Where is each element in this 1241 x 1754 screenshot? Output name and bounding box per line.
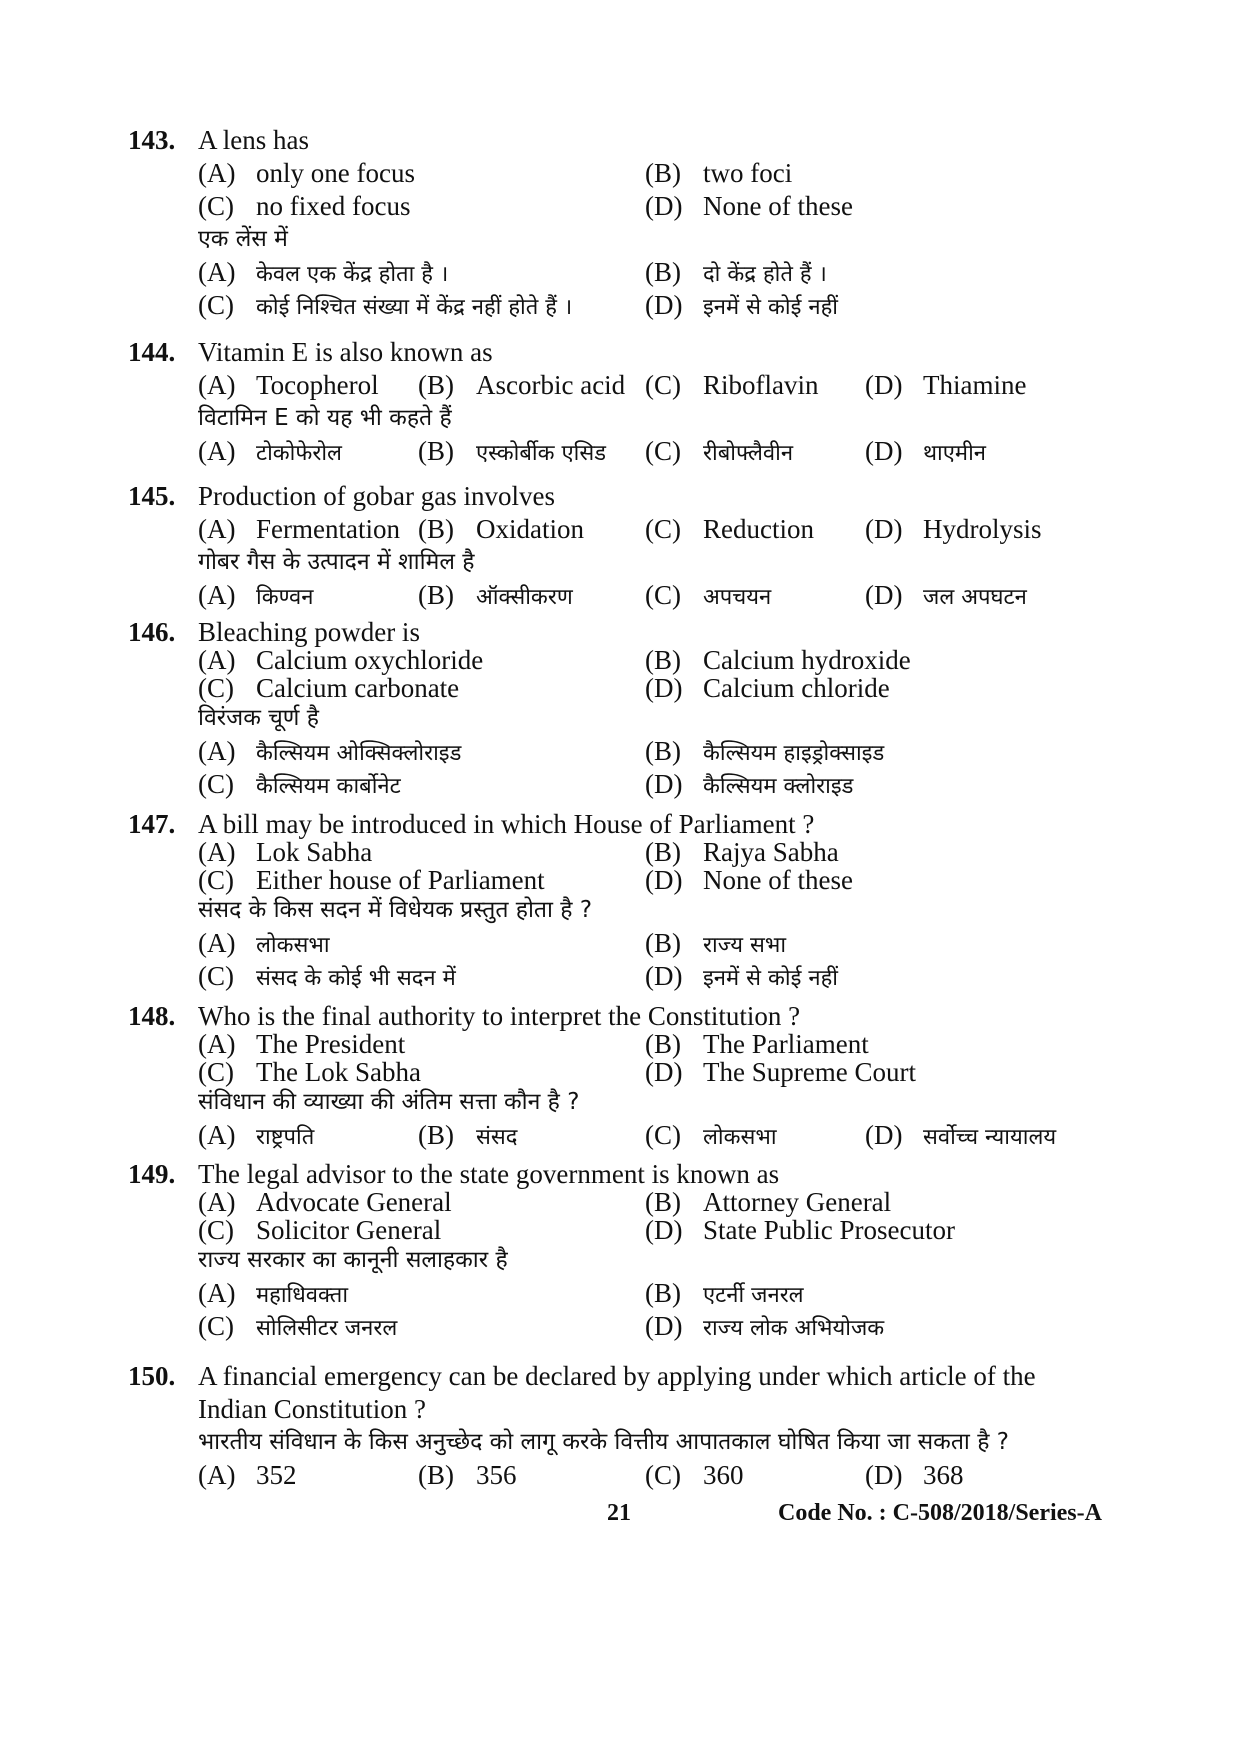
option-b-hindi: (B) राज्य सभा: [645, 928, 787, 958]
option-a-hindi: (A) राष्ट्रपति: [198, 1120, 315, 1150]
page-footer: [0, 1500, 1241, 1536]
page-number: 21: [607, 1500, 631, 1526]
option-a: (A) Calcium oxychloride: [198, 645, 484, 675]
option-b: (B) 356: [418, 1460, 517, 1490]
question-149: [0, 1160, 1241, 1343]
question-text-hindi: गोबर गैस के उत्पादन में शामिल है: [198, 549, 475, 575]
option-a-hindi: (A) टोकोफेरोल: [198, 436, 342, 466]
question-148: [0, 1002, 1241, 1152]
option-d-hindi: (D) इनमें से कोई नहीं: [645, 961, 839, 991]
option-d: (D) None of these: [645, 191, 853, 221]
question-150: [0, 1360, 1241, 1492]
option-d-hindi: (D) राज्य लोक अभियोजक: [645, 1311, 885, 1341]
option-c-hindi: (C) कोई निश्चित संख्या में केंद्र नहीं होते हैं ।: [198, 290, 573, 320]
option-b: (B) Oxidation: [418, 514, 584, 544]
option-a-hindi: (A) केवल एक केंद्र होता है ।: [198, 257, 449, 287]
option-b-hindi: (B) दो केंद्र होते हैं ।: [645, 257, 827, 287]
question-146: [0, 618, 1241, 801]
option-b: (B) The Parliament: [645, 1029, 869, 1059]
option-a-hindi: (A) किण्वन: [198, 580, 314, 610]
question-text: A lens has: [198, 125, 309, 155]
option-c: (C) The Lok Sabha: [198, 1057, 421, 1087]
option-c: (C) Riboflavin: [645, 370, 819, 400]
question-147: [0, 810, 1241, 993]
option-c: (C) 360: [645, 1460, 744, 1490]
option-c: (C) Either house of Parliament: [198, 865, 545, 895]
option-c-hindi: (C) अपचयन: [645, 580, 772, 610]
option-b: (B) Rajya Sabha: [645, 837, 839, 867]
option-b-hindi: (B) संसद: [418, 1120, 518, 1150]
option-b-hindi: (B) एटर्नी जनरल: [645, 1278, 804, 1308]
option-d: (D) Hydrolysis: [865, 514, 1042, 544]
option-c-hindi: (C) संसद के कोई भी सदन में: [198, 961, 456, 991]
option-a: (A) 352: [198, 1460, 297, 1490]
question-145: [0, 480, 1241, 612]
question-144: [0, 336, 1241, 468]
option-c-hindi: (C) लोकसभा: [645, 1120, 777, 1150]
question-text: The legal advisor to the state government is known as: [198, 1159, 780, 1189]
option-d: (D) State Public Prosecutor: [645, 1215, 955, 1245]
option-d-hindi: (D) थाएमीन: [865, 436, 986, 466]
question-text: Production of gobar gas involves: [198, 481, 555, 511]
question-143: [0, 124, 1241, 322]
question-text-hindi: संविधान की व्याख्या की अंतिम सत्ता कौन है ?: [198, 1089, 580, 1115]
question-number: 150.: [128, 1361, 176, 1391]
question-text: Who is the final authority to interpret the Constitution ?: [198, 1001, 801, 1031]
option-c-hindi: (C) सोलिसीटर जनरल: [198, 1311, 398, 1341]
option-d-hindi: (D) सर्वोच्च न्यायालय: [865, 1120, 1057, 1150]
option-b-hindi: (B) ऑक्सीकरण: [418, 580, 573, 610]
option-d: (D) Calcium chloride: [645, 673, 890, 703]
option-d: (D) None of these: [645, 865, 853, 895]
question-number: 147.: [128, 809, 176, 839]
option-b: (B) Calcium hydroxide: [645, 645, 911, 675]
option-a: (A) Fermentation: [198, 514, 400, 544]
option-c: (C) Reduction: [645, 514, 814, 544]
option-a-hindi: (A) कैल्सियम ओक्सिक्लोराइड: [198, 736, 462, 766]
option-a: (A) only one focus: [198, 158, 415, 188]
question-number: 149.: [128, 1159, 176, 1189]
option-b: (B) Ascorbic acid: [418, 370, 626, 400]
option-b-hindi: (B) एस्कोर्बीक एसिड: [418, 436, 606, 466]
question-text-hindi: राज्य सरकार का कानूनी सलाहकार है: [198, 1247, 508, 1273]
option-d: (D) 368: [865, 1460, 964, 1490]
question-number: 145.: [128, 481, 176, 511]
question-text: Bleaching powder is: [198, 617, 420, 647]
question-text-hindi: विटामिन E को यह भी कहते हैं: [198, 405, 452, 431]
option-a-hindi: (A) लोकसभा: [198, 928, 330, 958]
question-text-hindi: भारतीय संविधान के किस अनुच्छेद को लागू करके वित्तीय आपातकाल घोषित किया जा सकता है ?: [198, 1429, 1009, 1455]
option-d: (D) Thiamine: [865, 370, 1027, 400]
option-c: (C) Calcium carbonate: [198, 673, 460, 703]
option-a: (A) The President: [198, 1029, 406, 1059]
option-c-hindi: (C) कैल्सियम कार्बोनेट: [198, 769, 401, 799]
question-text: Vitamin E is also known as: [198, 337, 493, 367]
option-a: (A) Tocopherol: [198, 370, 379, 400]
option-b-hindi: (B) कैल्सियम हाइड्रोक्साइड: [645, 736, 885, 766]
question-text: A bill may be introduced in which House of Parliament ?: [198, 809, 815, 839]
question-number: 146.: [128, 617, 176, 647]
option-c: (C) Solicitor General: [198, 1215, 442, 1245]
option-d-hindi: (D) इनमें से कोई नहीं: [645, 290, 839, 320]
option-a-hindi: (A) महाधिवक्ता: [198, 1278, 349, 1308]
question-number: 143.: [128, 125, 176, 155]
code-number: Code No. : C-508/2018/Series-A: [778, 1500, 1102, 1526]
option-b: (B) Attorney General: [645, 1187, 892, 1217]
option-a: (A) Advocate General: [198, 1187, 452, 1217]
option-d-hindi: (D) जल अपघटन: [865, 580, 1027, 610]
question-number: 148.: [128, 1001, 176, 1031]
question-text-hindi: संसद के किस सदन में विधेयक प्रस्तुत होता है ?: [198, 897, 593, 923]
option-d: (D) The Supreme Court: [645, 1057, 916, 1087]
option-a: (A) Lok Sabha: [198, 837, 373, 867]
question-text-line2: Indian Constitution ?: [198, 1394, 426, 1424]
option-c-hindi: (C) रीबोफ्लैवीन: [645, 436, 794, 466]
option-c: (C) no fixed focus: [198, 191, 411, 221]
option-d-hindi: (D) कैल्सियम क्लोराइड: [645, 769, 854, 799]
question-text-hindi: विरंजक चूर्ण है: [198, 705, 319, 731]
question-number: 144.: [128, 337, 176, 367]
question-text-hindi: एक लेंस में: [198, 226, 288, 252]
option-b: (B) two foci: [645, 158, 793, 188]
question-text-line1: A financial emergency can be declared by applying under which article of the: [198, 1361, 1036, 1391]
